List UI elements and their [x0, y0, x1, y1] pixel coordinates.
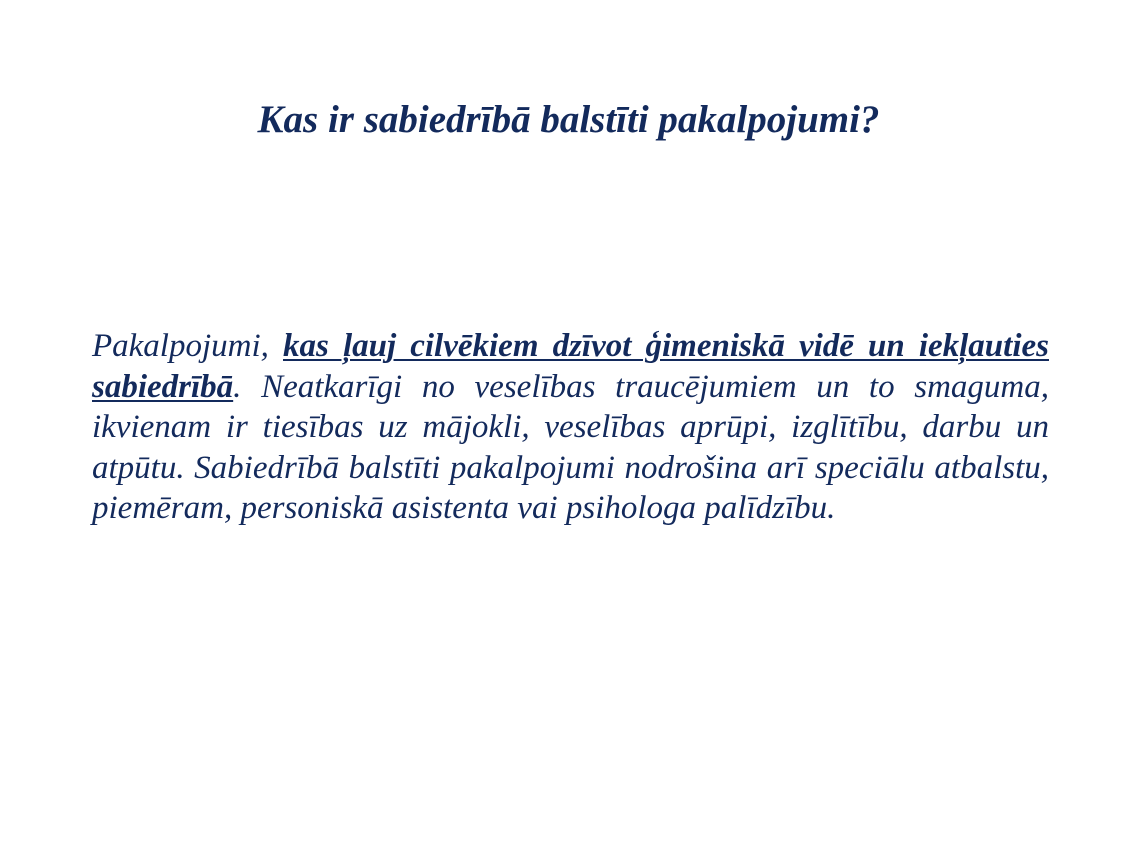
paragraph-rest: . Neatkarīgi no veselības traucējumiem un to smaguma, ikvienam ir tiesības uz mājokli, veselības aprūpi, izglītību, darbu un atpūtu. Sabiedrībā balstīti pakalpojumi nodrošina arī speciālu atbalstu, piemēram, personiskā asistenta vai psihologa palīdzību. — [92, 368, 1049, 526]
paragraph-emphasis: kas ļauj cilvēkiem dzīvot ģimeniskā vidē un iekļauties sabiedrībā — [92, 328, 1049, 405]
slide-title: Kas ir sabiedrībā balstīti pakalpojumi? — [257, 98, 880, 141]
slide-paragraph — [92, 326, 1049, 529]
paragraph-lead: Pakalpojumi, — [92, 328, 283, 364]
